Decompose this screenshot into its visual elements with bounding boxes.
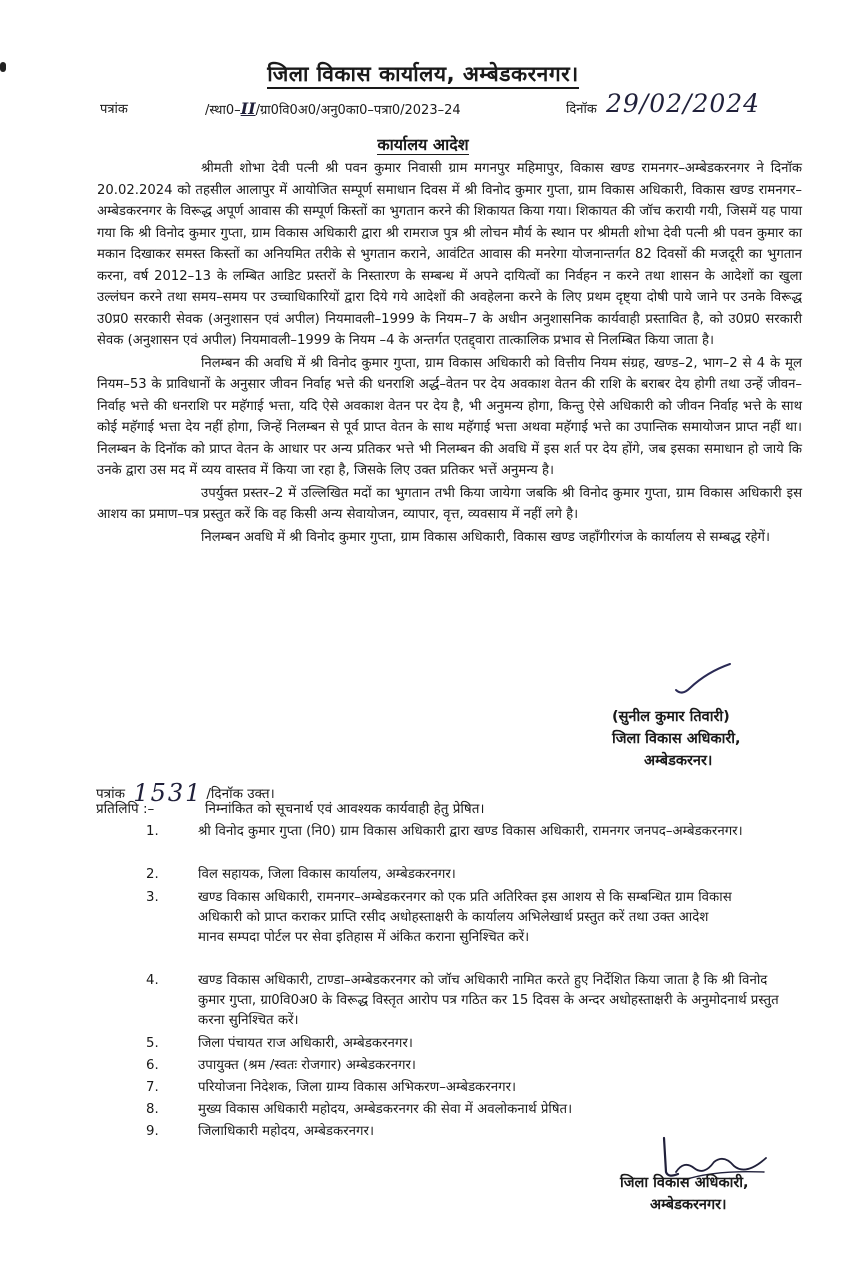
list-item-number: 5. — [146, 1036, 159, 1051]
list-item — [146, 865, 806, 888]
memo-date-text: /दिनॉक उक्त। — [206, 786, 275, 802]
signature-block — [612, 706, 741, 772]
list-item-number: 7. — [146, 1080, 159, 1095]
handwritten-date: 29/02/2024 — [606, 89, 761, 118]
ref-label: पत्रांक — [100, 102, 128, 117]
list-item — [146, 1100, 806, 1122]
list-item — [146, 1078, 806, 1100]
order-heading-text: कार्यालय आदेश — [377, 135, 469, 154]
office-title — [0, 60, 846, 88]
list-item-text: उपायुक्त (श्रम /स्वतः रोजगार) अम्बेडकरनगर। — [198, 1058, 416, 1073]
signatory-location: अम्बेडकरनर। — [644, 753, 713, 769]
list-item-text: खण्ड विकास अधिकारी, टाण्डा–अम्बेडकरनगर को जॉच अधिकारी नामित करते हुए निर्देशित किया जाता है कि श्री विनोद कुमार गुप्ता, ग्रा0वि0अ0 के विरूद्ध विस्तृत आरोप पत्र गठित कर 15 दिवस के अन्दर अधोहस्ताक्षरी के अनुमोदनार्थ प्रस्तुत करना सुनिश्चित करें। — [198, 973, 779, 1028]
list-item-text: श्री विनोद कुमार गुप्ता (नि0) ग्राम विकास अधिकारी द्वारा खण्ड विकास अधिकारी, रामनगर जनपद–अम्बेडकरनगर। — [198, 824, 743, 839]
list-item-number: 9. — [146, 1124, 159, 1139]
signatory-name: (सुनील कुमार तिवारी) — [612, 709, 730, 725]
list-item-text: जिला पंचायत राज अधिकारी, अम्बेडकरनगर। — [198, 1036, 413, 1051]
list-item — [146, 888, 806, 971]
ref-suffix: /ग्रा0वि0अ0/अनु0का0–पत्रा0/2023–24 — [255, 103, 461, 118]
final-signatory-location: अम्बेडकरनगर। — [650, 1197, 727, 1213]
copy-list — [146, 822, 806, 1144]
list-item — [146, 1034, 806, 1056]
order-paragraph-3: उपर्युक्त प्रस्तर–2 में उल्लिखित मदों का भुगतान तभी किया जायेगा जबकि श्री विनोद कुमार गुप्ता, ग्राम विकास अधिकारी इस आशय का प्रमाण–पत्र प्रस्तुत करें कि वह किसी अन्य सेवायोजन, व्यापार, वृत्त, व्यवसाय में नहीं लगे है। — [97, 485, 802, 522]
final-signatory-designation: जिला विकास अधिकारी, — [620, 1175, 749, 1191]
final-signature-block — [620, 1172, 749, 1216]
memo-ref-label: पत्रांक — [96, 786, 125, 802]
order-paragraph-4: निलम्बन अवधि में श्री विनोद कुमार गुप्ता, ग्राम विकास अधिकारी, विकास खण्ड जहॉंगीरगंज के कार्यालय से सम्बद्ध रहेगें। — [201, 529, 770, 545]
list-item-text: विल सहायक, जिला विकास कार्यालय, अम्बेडकरनगर। — [198, 867, 456, 882]
list-item-number: 3. — [146, 890, 159, 905]
list-item-text: जिलाधिकारी महोदय, अम्बेडकरनगर। — [198, 1124, 375, 1139]
list-item-text: खण्ड विकास अधिकारी, रामनगर–अम्बेडकरनगर को एक प्रति अतिरिक्त इस आशय से कि सम्बन्धित ग्राम विकास अधिकारी को प्राप्त कराकर प्राप्ति रसीद अधोहस्ताक्षरी के कार्यालय अभिलेखार्थ प्रस्तुत करें तथा उक्त आदेश मानव सम्पदा पोर्टल पर सेवा इतिहास में अंकित कराना सुनिश्चित करें। — [198, 890, 732, 945]
list-item-text: मुख्य विकास अधिकारी महोदय, अम्बेडकरनगर की सेवा में अवलोकनार्थ प्रेषित। — [198, 1102, 573, 1117]
list-item — [146, 971, 806, 1034]
order-heading — [0, 133, 846, 155]
order-paragraph-2: निलम्बन की अवधि में श्री विनोद कुमार गुप्ता, ग्राम विकास अधिकारी को वित्तीय नियम संग्रह, खण्ड–2, भाग–2 से 4 के मूल नियम–53 के प्राविधानों के अनुसार जीवन निर्वाह भत्ते की धनराशि अर्द्ध–वेतन पर देय अवकाश वेतन की राशि के बराबर देय होगी तथा उन्हें जीवन–निर्वाह भत्ते की धनराशि पर महॅगाई भत्ता, यदि ऐसे अवकाश वेतन पर देय है, भी अनुमन्य होगा, किन्तु ऐसे अधिकारी को जीवन निर्वाह भत्ते के साथ कोई महॅगाई भत्ता देय नहीं होगा, जिन्हें निलम्बन से पूर्व प्राप्त वेतन के साथ महॅगाई भत्ता अथवा महॅगाई भत्ते का उपान्तिक समायोजन प्राप्त नहीं था। निलम्बन के दिनॉक को प्राप्त वेतन के आधार पर अन्य प्रतिकर भत्ते भी निलम्बन की अवधि में इस शर्त पर देय होंगे, जब इसका समाधान हो जाये कि उनके द्वारा उस मद में व्यय वास्तव में किया जा रहा है, जिसके लिए उक्त प्रतिकर भत्तें अनुमन्य है। — [97, 355, 802, 478]
office-title-text: जिला विकास कार्यालय, अम्बेडकरनगर। — [267, 62, 578, 89]
copy-label: प्रतिलिपि :– — [96, 801, 155, 817]
date-label: दिनॉक — [566, 102, 597, 117]
list-item-number: 1. — [146, 824, 159, 839]
list-item-number: 8. — [146, 1102, 159, 1117]
signature-tick-mark — [672, 660, 734, 700]
order-body — [97, 158, 802, 549]
ref-prefix: /स्था0– — [205, 103, 241, 118]
memo-handwritten-number: 1531 — [133, 779, 203, 807]
order-paragraph-1: श्रीमती शोभा देवी पत्नी श्री पवन कुमार निवासी ग्राम मगनपुर महिमापुर, विकास खण्ड रामनगर–अम्बेडकरनगर ने दिनॉक 20.02.2024 को तहसील आलापुर में आयोजित सम्पूर्ण समाधान दिवस में श्री विनोद कुमार गुप्ता, ग्राम विकास अधिकारी, विकास खण्ड रामनगर–अम्बेडकरनगर के विरूद्ध अपूर्ण आवास की सम्पूर्ण किस्तों का भुगतान करने की शिकायत किया गया। शिकायत की जॉच करायी गयी, जिसमें यह पाया गया कि श्री विनोद कुमार गुप्ता, ग्राम विकास अधिकारी द्वारा श्री रामराज पुत्र श्री लोचन मौर्य के स्थान पर श्रीमती शोभा देवी पत्नी श्री पवन कुमार का मकान दिखाकर समस्त किस्तों का अनियमित तरीके से भुगतान कराने, आवंटित आवास की मनरेगा योजनान्तर्गत 82 दिवसों की मजदूरी का भुगतान करना, वर्ष 2012–13 के लम्बित आडिट प्रस्तरों के निस्तारण के सम्बन्ध में अपने दायित्वों का निर्वहन न करने तथा शासन के आदेशों का खुला उल्लंघन करने तथा समय–समय पर उच्चाधिकारियों द्वारा दिये गये आदेशों की अवहेलना करने के लिए प्रथम दृष्ट्या दोषी पाये जाने पर उनके विरूद्ध उ0प्र0 सरकारी सेवक (अनुशासन एवं अपील) नियमावली–1999 के नियम–7 के अधीन अनुशासनिक कार्यवाही प्रस्तावित है, को उ0प्र0 सरकारी सेवक (अनुशासन एवं अपील) नियमावली–1999 के नियम –4 के अन्तर्गत एतद्द्वारा तात्कालिक प्रभाव से निलम्बित किया जाता है। — [97, 161, 802, 348]
reference-line — [0, 89, 846, 121]
list-item — [146, 1056, 806, 1078]
ref-roman-handwritten: II — [240, 99, 256, 118]
list-item-number: 2. — [146, 867, 159, 882]
list-item-number: 4. — [146, 973, 159, 988]
copy-intro: निम्नांकित को सूचनार्थ एवं आवश्यक कार्यवाही हेतु प्रेषित। — [205, 801, 485, 817]
list-item — [146, 822, 806, 865]
ref-number — [205, 99, 461, 118]
signatory-designation: जिला विकास अधिकारी, — [612, 731, 741, 747]
copy-line — [96, 799, 485, 817]
list-item-text: परियोजना निदेशक, जिला ग्राम्य विकास अभिकरण–अम्बेडकरनगर। — [198, 1080, 517, 1095]
list-item-number: 6. — [146, 1058, 159, 1073]
